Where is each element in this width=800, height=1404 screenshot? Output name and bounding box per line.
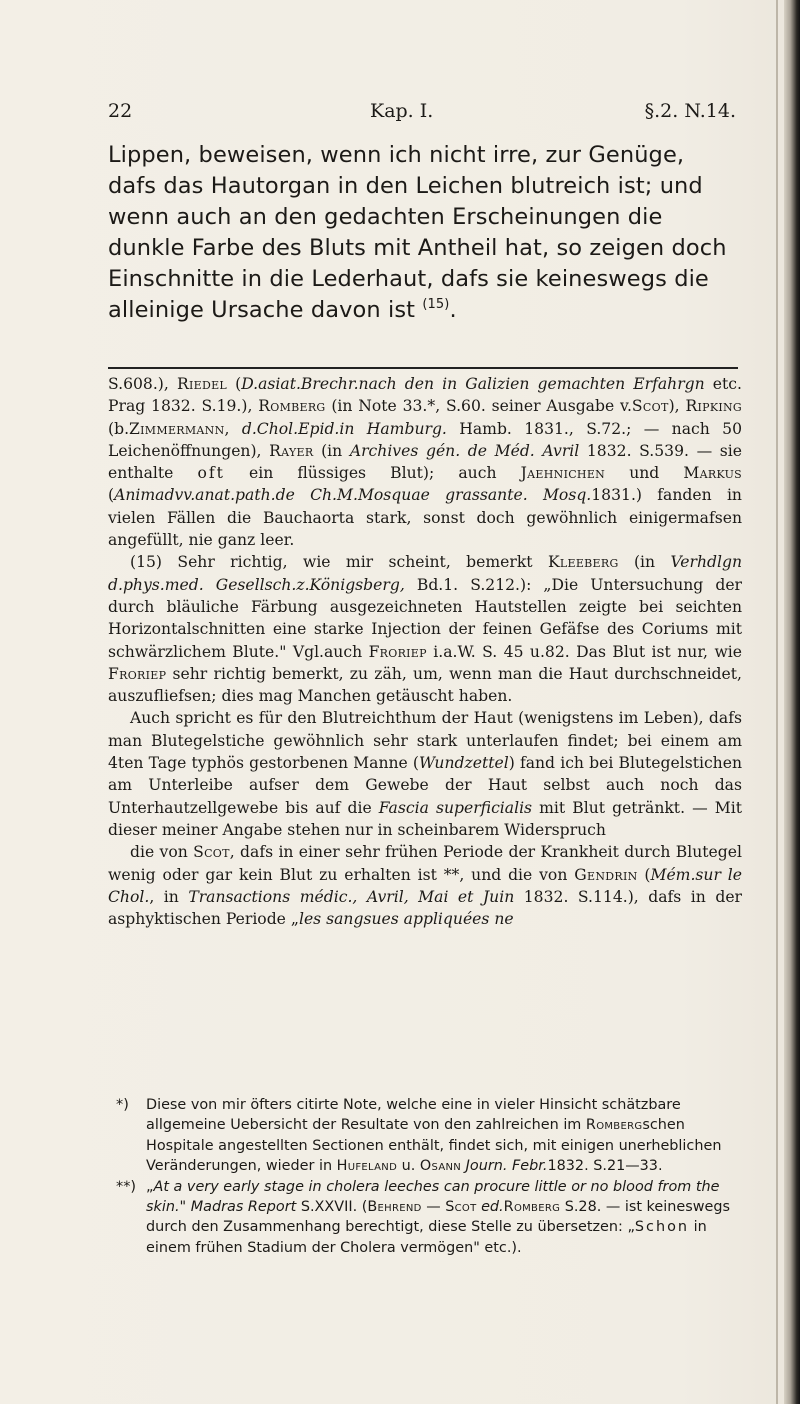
text-run: 1831.) fanden in vielen Fällen die Bauchaorta stark, sonst doch gewöhnlich einigermafsen angefüllt, nie ganz leer. [108,486,742,550]
text-run: Kleeberg [547,553,619,572]
text-run: Fascia superficialis [378,798,533,817]
book-spine-edge [784,0,800,1404]
text-run: Bd.1. S.212.): „Die Untersuchung der durch bläuliche Färbung ausgezeichneten Hautstellen zeigte bei seichten Horizontalschnitten eine starke Injection der feinen Gefäfse des Coriums mit schwärzlichem Blute." Vgl.auch [108,575,743,661]
text-run: d.Chol.Epid.in Hamburg. [241,419,447,438]
text-run: — [421,1199,446,1216]
section-reference: §.2. N.14. [644,100,736,122]
text-run: oft [197,464,225,483]
text-run: S.28. — ist keineswegs durch den Zusammenhang berechtigt, diese Stelle zu übersetzen: „ [146,1199,730,1236]
text-run: (in [313,441,350,460]
text-run: Scot [445,1199,477,1216]
text-run: i.a.W. S. 45 u.82. Das Blut ist nur, wie [426,642,743,661]
text-run: Ripking [685,397,743,416]
text-run: 1832. S.539. — sie enthalte [108,441,743,483]
text-run: Froriep [108,664,167,683]
text-run: Animadvv.anat.path.de Ch.M.Mosquae grassante. Mosq. [114,486,592,505]
chapter-heading: Kap. I. [370,100,434,122]
text-run: , dafs in einer sehr frühen Periode der Krankheit durch Blutegel wenig oder gar kein Blut zu erhalten ist **, und die von [108,843,742,884]
paragraph-end: . [449,297,457,323]
text-run: Gendrin [574,865,638,884]
text-run: ein flüssiges Blut); auch [224,464,521,483]
text-run: Rayer [269,441,314,460]
text-run: (in Note 33.*, S.60. seiner Ausgabe v. [325,397,632,416]
footnote-text [146,1097,721,1174]
footnote [108,1095,742,1177]
note-paragraph [108,841,742,930]
text-run: Transactions médic., Avril, Mai et Juin [188,887,515,906]
footnote-mark: *) [116,1097,129,1113]
text-run: ) fand ich bei Blutegelstichen am Unterleibe aufser dem Gewebe der Haut selbst auch noch das Unterhautzellgewebe bis auf die [108,754,743,817]
footnote [108,1177,742,1259]
text-run: Scot [631,397,669,416]
text-run: S.XXVII. ( [296,1199,368,1216]
text-run: Zimmermann [129,419,225,438]
text-run: Schon [634,1219,689,1236]
main-paragraph [108,140,738,326]
notes-block [108,373,742,930]
text-run: Mém.sur le Chol. [108,865,742,906]
text-run: Froriep [368,642,427,661]
text-run: mit Blut getränkt. — Mit dieser meiner Angabe stehen nur in scheinbarem Widerspruch [108,798,743,839]
text-run: Riedel [176,375,228,393]
main-paragraph-text: Lippen, beweisen, wenn ich nicht irre, zur Genüge, dafs das Hautorgan in den Leichen blutreich ist; und wenn auch an den gedachten Erscheinungen die dunkle Farbe des Bluts mit Antheil hat, so zeigen doch Einschnitte in die Lederhaut, dafs sie keineswegs die alleinige Ursache davon ist [108,142,727,323]
footnote-reference: (15) [422,297,450,312]
text-run: Jaehnichen [520,464,606,483]
text-run: ), [668,397,686,416]
text-run: D.asiat.Brechr.nach den in Galizien gemachten Erfahrgn [241,375,705,393]
text-run: die von [130,843,194,862]
text-run: Scot [193,843,230,862]
text-run: in einem frühen Stadium der Cholera vermögen" etc.). [146,1219,707,1256]
separator-rule [108,367,738,369]
text-run: (b. [108,419,130,438]
text-run: 1832. S.114.), dafs in der asphyktischen Periode „ [108,887,742,929]
text-run: Journ. Febr. [465,1158,548,1175]
text-run: Archives gén. de Méd. Avril [349,441,580,460]
note-paragraph [108,707,742,841]
text-run: , [224,419,242,438]
text-run: ( [108,486,115,505]
text-run: u. [397,1158,420,1175]
text-run: (in [618,553,671,572]
note-paragraph [108,551,742,707]
text-run: les sangsues appliquées ne [298,910,514,929]
text-run: Behrend [367,1199,422,1216]
text-run: etc. Prag 1832. S.19.), [108,375,742,416]
gutter-line [776,0,778,1404]
page-number: 22 [108,100,133,122]
text-run: 1832. S.21—33. [547,1158,663,1175]
text-run: Romberg [258,397,326,416]
text-run: ( [227,375,242,393]
text-run: At a very early stage in cholera leeches can procure little or no blood from the skin. [146,1178,720,1216]
text-run: Romberg [585,1117,643,1134]
text-run: und [605,464,684,483]
text-run: Verhdlgn d.phys.med. Gesellsch.z.Königsberg, [108,553,742,594]
text-run: „ [146,1178,154,1195]
text-run: Hamb. 1831., S.72.; — nach 50 Leichenöffnungen), [108,419,743,460]
note-paragraph [108,373,742,551]
text-run: Diese von mir öfters citirte Note, welche eine in vieler Hinsicht schätzbare allgemeine Uebersicht der Resultate von den zahlreichen im [146,1097,681,1134]
text-run: Hufeland [336,1158,398,1175]
text-run: , in [149,887,189,906]
text-run: Romberg [503,1199,561,1216]
main-text-block [108,140,738,326]
text-run: " [179,1199,191,1216]
text-run: Osann [419,1158,462,1175]
text-run: schen Hospitale angestellten Sectionen enthält, findet sich, mit einigen unerheblichen Veränderungen, wieder in [146,1117,722,1175]
text-run: ed. [481,1199,504,1216]
text-run: sehr richtig bemerkt, zu zäh, um, wenn man die Haut durchschneidet, auszufliefsen; dies mag Manchen getäuscht haben. [108,664,742,706]
footnote-text [146,1179,730,1256]
text-run: Madras Report [190,1199,297,1216]
footnote-mark: **) [116,1178,137,1195]
text-run: Markus [683,464,743,483]
running-header [108,100,736,130]
footnotes-block [108,1095,742,1258]
text-run: Auch spricht es für den Blutreichthum der Haut (wenigstens im Leben), dafs man Blutegelstiche gewöhnlich sehr stark unterlaufen findet; bei einem am 4ten Tage typhös gestorbenen Manne ( [108,709,742,773]
text-run: ( [637,865,651,884]
text-run: Wundzettel [419,754,509,773]
text-run: S.608.), [108,375,177,393]
text-run: (15) Sehr richtig, wie mir scheint, bemerkt [130,553,548,572]
